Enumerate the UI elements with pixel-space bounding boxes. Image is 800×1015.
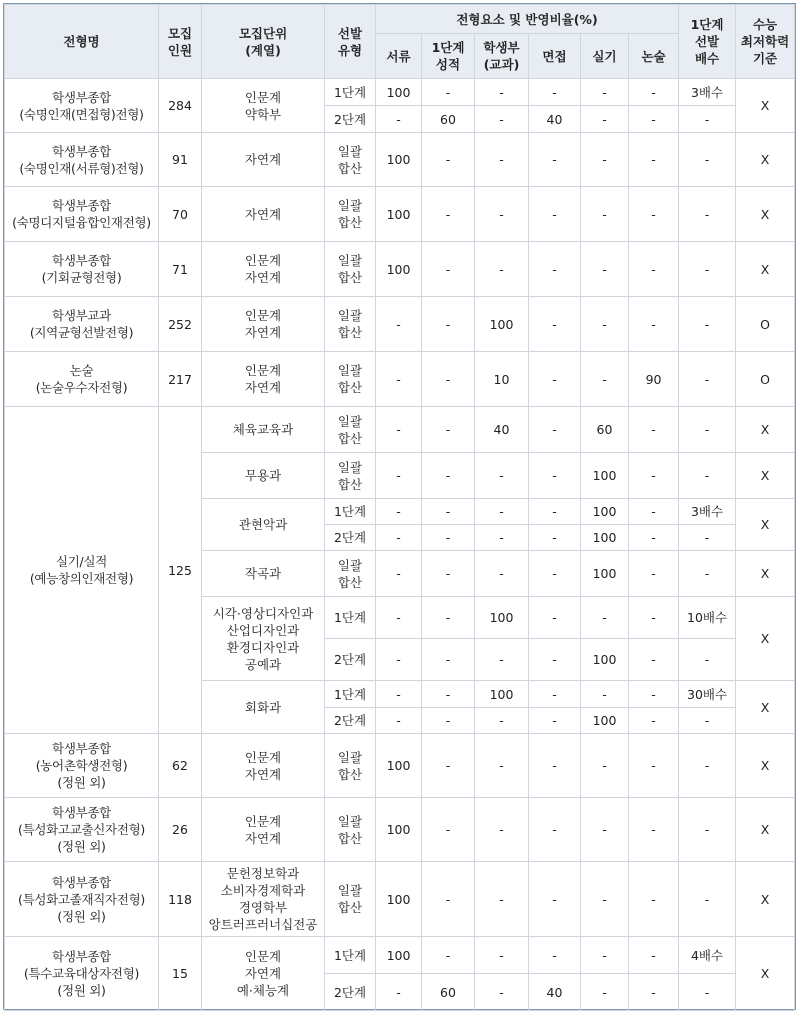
stage1-score-value: - xyxy=(422,734,475,798)
essay-value: - xyxy=(629,453,679,499)
school-record-value: - xyxy=(475,974,529,1011)
recruit-unit: 인문계 자연계 xyxy=(202,734,325,798)
csat-minimum: X xyxy=(736,187,795,242)
admission-table xyxy=(4,4,795,1011)
stage1-multiple: - xyxy=(679,525,736,551)
header-unit: 모집단위 (계열) xyxy=(202,5,325,79)
practical-value: - xyxy=(581,79,629,106)
practical-value: - xyxy=(581,242,629,297)
selection-type: 2단계 xyxy=(325,639,376,681)
interview-value: - xyxy=(529,407,581,453)
stage1-multiple: 3배수 xyxy=(679,79,736,106)
table-row xyxy=(5,937,795,974)
stage1-multiple: - xyxy=(679,453,736,499)
admission-type-name: 학생부종합 (숙명디지털융합인재전형) xyxy=(5,187,159,242)
csat-minimum: X xyxy=(736,242,795,297)
docs-value: 100 xyxy=(376,734,422,798)
stage1-score-value: 60 xyxy=(422,974,475,1011)
interview-value: - xyxy=(529,597,581,639)
practical-value: - xyxy=(581,297,629,352)
admission-type-name: 실기/실적 (예능창의인재전형) xyxy=(5,407,159,734)
stage1-score-value: 60 xyxy=(422,106,475,133)
interview-value: 40 xyxy=(529,106,581,133)
interview-value: - xyxy=(529,937,581,974)
table-row xyxy=(5,242,795,297)
table-row xyxy=(5,862,795,937)
stage1-score-value: - xyxy=(422,798,475,862)
csat-minimum: X xyxy=(736,499,795,551)
docs-value: 100 xyxy=(376,79,422,106)
school-record-value: - xyxy=(475,499,529,525)
practical-value: - xyxy=(581,133,629,187)
essay-value: - xyxy=(629,974,679,1011)
quota-count: 217 xyxy=(159,352,202,407)
school-record-value: 100 xyxy=(475,597,529,639)
table-row xyxy=(5,79,795,106)
interview-value: - xyxy=(529,551,581,597)
table-row xyxy=(5,352,795,407)
selection-type: 2단계 xyxy=(325,525,376,551)
header-school-record: 학생부 (교과) xyxy=(475,34,529,79)
practical-value: 100 xyxy=(581,708,629,734)
header-interview: 면접 xyxy=(529,34,581,79)
essay-value: - xyxy=(629,734,679,798)
practical-value: - xyxy=(581,352,629,407)
selection-type: 일괄 합산 xyxy=(325,734,376,798)
stage1-score-value: - xyxy=(422,499,475,525)
selection-type: 일괄 합산 xyxy=(325,297,376,352)
recruit-unit: 무용과 xyxy=(202,453,325,499)
stage1-multiple: 10배수 xyxy=(679,597,736,639)
csat-minimum: X xyxy=(736,597,795,681)
essay-value: - xyxy=(629,297,679,352)
admission-type-name: 학생부종합 (특수교육대상자전형) (정원 외) xyxy=(5,937,159,1011)
header-ratio-group: 전형요소 및 반영비율(%) xyxy=(376,5,679,34)
essay-value: - xyxy=(629,798,679,862)
essay-value: - xyxy=(629,639,679,681)
recruit-unit: 문헌정보학과 소비자경제학과 경영학부 앙트러프러너십전공 xyxy=(202,862,325,937)
essay-value: - xyxy=(629,525,679,551)
stage1-multiple: - xyxy=(679,297,736,352)
recruit-unit: 인문계 자연계 예·체능계 xyxy=(202,937,325,1011)
interview-value: - xyxy=(529,242,581,297)
docs-value: - xyxy=(376,106,422,133)
quota-count: 62 xyxy=(159,734,202,798)
practical-value: - xyxy=(581,187,629,242)
school-record-value: - xyxy=(475,639,529,681)
quota-count: 118 xyxy=(159,862,202,937)
csat-minimum: X xyxy=(736,407,795,453)
essay-value: - xyxy=(629,187,679,242)
school-record-value: - xyxy=(475,525,529,551)
recruit-unit: 인문계 자연계 xyxy=(202,242,325,297)
interview-value: - xyxy=(529,639,581,681)
stage1-score-value: - xyxy=(422,708,475,734)
docs-value: - xyxy=(376,597,422,639)
school-record-value: - xyxy=(475,551,529,597)
stage1-score-value: - xyxy=(422,862,475,937)
header-essay: 논술 xyxy=(629,34,679,79)
header-csat: 수능 최저학력 기준 xyxy=(736,5,795,79)
essay-value: - xyxy=(629,106,679,133)
recruit-unit: 인문계 자연계 xyxy=(202,297,325,352)
table-row xyxy=(5,798,795,862)
school-record-value: 100 xyxy=(475,297,529,352)
interview-value: - xyxy=(529,862,581,937)
recruit-unit: 회화과 xyxy=(202,681,325,734)
essay-value: - xyxy=(629,597,679,639)
essay-value: - xyxy=(629,681,679,708)
table-row xyxy=(5,407,795,453)
practical-value: 100 xyxy=(581,499,629,525)
essay-value: - xyxy=(629,862,679,937)
school-record-value: 100 xyxy=(475,681,529,708)
docs-value: - xyxy=(376,407,422,453)
docs-value: 100 xyxy=(376,937,422,974)
stage1-multiple: 30배수 xyxy=(679,681,736,708)
stage1-multiple: - xyxy=(679,242,736,297)
admission-type-name: 학생부종합 (특성화고졸재직자전형) (정원 외) xyxy=(5,862,159,937)
docs-value: 100 xyxy=(376,862,422,937)
school-record-value: - xyxy=(475,708,529,734)
essay-value: - xyxy=(629,407,679,453)
essay-value: - xyxy=(629,242,679,297)
table-row xyxy=(5,133,795,187)
school-record-value: - xyxy=(475,106,529,133)
stage1-score-value: - xyxy=(422,79,475,106)
selection-type: 2단계 xyxy=(325,106,376,133)
practical-value: 100 xyxy=(581,551,629,597)
quota-count: 71 xyxy=(159,242,202,297)
stage1-score-value: - xyxy=(422,453,475,499)
practical-value: - xyxy=(581,734,629,798)
csat-minimum: X xyxy=(736,681,795,734)
selection-type: 일괄 합산 xyxy=(325,187,376,242)
recruit-unit: 인문계 자연계 xyxy=(202,798,325,862)
stage1-multiple: - xyxy=(679,187,736,242)
selection-type: 일괄 합산 xyxy=(325,407,376,453)
selection-type: 일괄 합산 xyxy=(325,453,376,499)
selection-type: 1단계 xyxy=(325,937,376,974)
interview-value: 40 xyxy=(529,974,581,1011)
stage1-score-value: - xyxy=(422,407,475,453)
school-record-value: - xyxy=(475,187,529,242)
practical-value: 100 xyxy=(581,639,629,681)
stage1-multiple: - xyxy=(679,862,736,937)
docs-value: - xyxy=(376,974,422,1011)
selection-type: 2단계 xyxy=(325,708,376,734)
school-record-value: - xyxy=(475,937,529,974)
stage1-score-value: - xyxy=(422,187,475,242)
school-record-value: - xyxy=(475,862,529,937)
stage1-multiple: - xyxy=(679,974,736,1011)
selection-type: 일괄 합산 xyxy=(325,551,376,597)
interview-value: - xyxy=(529,79,581,106)
practical-value: - xyxy=(581,106,629,133)
interview-value: - xyxy=(529,453,581,499)
practical-value: 100 xyxy=(581,525,629,551)
quota-count: 15 xyxy=(159,937,202,1011)
stage1-score-value: - xyxy=(422,352,475,407)
essay-value: - xyxy=(629,499,679,525)
header-docs: 서류 xyxy=(376,34,422,79)
stage1-score-value: - xyxy=(422,681,475,708)
quota-count: 26 xyxy=(159,798,202,862)
interview-value: - xyxy=(529,525,581,551)
table-row xyxy=(5,734,795,798)
stage1-multiple: - xyxy=(679,798,736,862)
school-record-value: - xyxy=(475,798,529,862)
interview-value: - xyxy=(529,133,581,187)
selection-type: 1단계 xyxy=(325,79,376,106)
docs-value: - xyxy=(376,499,422,525)
header-name: 전형명 xyxy=(5,5,159,79)
school-record-value: - xyxy=(475,242,529,297)
school-record-value: - xyxy=(475,79,529,106)
quota-count: 70 xyxy=(159,187,202,242)
table-row xyxy=(5,187,795,242)
csat-minimum: X xyxy=(736,734,795,798)
interview-value: - xyxy=(529,187,581,242)
quota-count: 91 xyxy=(159,133,202,187)
header-stage1-score: 1단계 성적 xyxy=(422,34,475,79)
stage1-score-value: - xyxy=(422,297,475,352)
school-record-value: 40 xyxy=(475,407,529,453)
selection-type: 2단계 xyxy=(325,974,376,1011)
school-record-value: - xyxy=(475,453,529,499)
interview-value: - xyxy=(529,798,581,862)
csat-minimum: X xyxy=(736,551,795,597)
interview-value: - xyxy=(529,734,581,798)
selection-type: 1단계 xyxy=(325,597,376,639)
csat-minimum: X xyxy=(736,133,795,187)
admission-type-name: 학생부종합 (숙명인재(면접형)전형) xyxy=(5,79,159,133)
header-count: 모집 인원 xyxy=(159,5,202,79)
admission-type-name: 학생부종합 (숙명인재(서류형)전형) xyxy=(5,133,159,187)
csat-minimum: O xyxy=(736,352,795,407)
practical-value: - xyxy=(581,597,629,639)
csat-minimum: X xyxy=(736,862,795,937)
stage1-score-value: - xyxy=(422,597,475,639)
school-record-value: - xyxy=(475,734,529,798)
stage1-multiple: 4배수 xyxy=(679,937,736,974)
practical-value: - xyxy=(581,681,629,708)
header-practical: 실기 xyxy=(581,34,629,79)
interview-value: - xyxy=(529,708,581,734)
docs-value: - xyxy=(376,681,422,708)
selection-type: 일괄 합산 xyxy=(325,352,376,407)
recruit-unit: 인문계 자연계 xyxy=(202,352,325,407)
interview-value: - xyxy=(529,499,581,525)
recruit-unit: 체육교육과 xyxy=(202,407,325,453)
essay-value: - xyxy=(629,937,679,974)
docs-value: 100 xyxy=(376,798,422,862)
selection-type: 일괄 합산 xyxy=(325,862,376,937)
interview-value: - xyxy=(529,681,581,708)
header-type: 선발 유형 xyxy=(325,5,376,79)
docs-value: - xyxy=(376,453,422,499)
admission-type-name: 학생부종합 (특성화고교출신자전형) (정원 외) xyxy=(5,798,159,862)
school-record-value: 10 xyxy=(475,352,529,407)
stage1-multiple: 3배수 xyxy=(679,499,736,525)
practical-value: - xyxy=(581,937,629,974)
essay-value: 90 xyxy=(629,352,679,407)
csat-minimum: X xyxy=(736,798,795,862)
header-multiple: 1단계 선발 배수 xyxy=(679,5,736,79)
selection-type: 1단계 xyxy=(325,499,376,525)
recruit-unit: 인문계 약학부 xyxy=(202,79,325,133)
practical-value: 100 xyxy=(581,453,629,499)
selection-type: 일괄 합산 xyxy=(325,133,376,187)
docs-value: 100 xyxy=(376,187,422,242)
interview-value: - xyxy=(529,352,581,407)
recruit-unit: 작곡과 xyxy=(202,551,325,597)
docs-value: 100 xyxy=(376,242,422,297)
stage1-multiple: - xyxy=(679,352,736,407)
recruit-unit: 자연계 xyxy=(202,133,325,187)
admission-type-name: 학생부교과 (지역균형선발전형) xyxy=(5,297,159,352)
stage1-score-value: - xyxy=(422,242,475,297)
csat-minimum: X xyxy=(736,937,795,1011)
selection-type: 1단계 xyxy=(325,681,376,708)
admission-type-name: 학생부종합 (농어촌학생전형) (정원 외) xyxy=(5,734,159,798)
selection-type: 일괄 합산 xyxy=(325,242,376,297)
quota-count: 252 xyxy=(159,297,202,352)
practical-value: - xyxy=(581,862,629,937)
docs-value: - xyxy=(376,352,422,407)
recruit-unit: 자연계 xyxy=(202,187,325,242)
stage1-score-value: - xyxy=(422,525,475,551)
table-row xyxy=(5,297,795,352)
docs-value: - xyxy=(376,551,422,597)
stage1-score-value: - xyxy=(422,639,475,681)
csat-minimum: O xyxy=(736,297,795,352)
stage1-multiple: - xyxy=(679,551,736,597)
recruit-unit: 시각·영상디자인과 산업디자인과 환경디자인과 공예과 xyxy=(202,597,325,681)
docs-value: - xyxy=(376,525,422,551)
admission-type-name: 논술 (논술우수자전형) xyxy=(5,352,159,407)
stage1-score-value: - xyxy=(422,937,475,974)
docs-value: - xyxy=(376,639,422,681)
recruit-unit: 관현악과 xyxy=(202,499,325,551)
admission-table-frame xyxy=(3,3,796,1010)
practical-value: - xyxy=(581,798,629,862)
quota-count: 284 xyxy=(159,79,202,133)
practical-value: 60 xyxy=(581,407,629,453)
essay-value: - xyxy=(629,79,679,106)
stage1-score-value: - xyxy=(422,133,475,187)
essay-value: - xyxy=(629,551,679,597)
stage1-multiple: - xyxy=(679,734,736,798)
quota-count: 125 xyxy=(159,407,202,734)
practical-value: - xyxy=(581,974,629,1011)
docs-value: 100 xyxy=(376,133,422,187)
csat-minimum: X xyxy=(736,79,795,133)
selection-type: 일괄 합산 xyxy=(325,798,376,862)
stage1-multiple: - xyxy=(679,106,736,133)
stage1-multiple: - xyxy=(679,708,736,734)
stage1-multiple: - xyxy=(679,407,736,453)
essay-value: - xyxy=(629,708,679,734)
stage1-multiple: - xyxy=(679,639,736,681)
essay-value: - xyxy=(629,133,679,187)
csat-minimum: X xyxy=(736,453,795,499)
docs-value: - xyxy=(376,297,422,352)
stage1-multiple: - xyxy=(679,133,736,187)
school-record-value: - xyxy=(475,133,529,187)
admission-type-name: 학생부종합 (기회균형전형) xyxy=(5,242,159,297)
interview-value: - xyxy=(529,297,581,352)
stage1-score-value: - xyxy=(422,551,475,597)
docs-value: - xyxy=(376,708,422,734)
